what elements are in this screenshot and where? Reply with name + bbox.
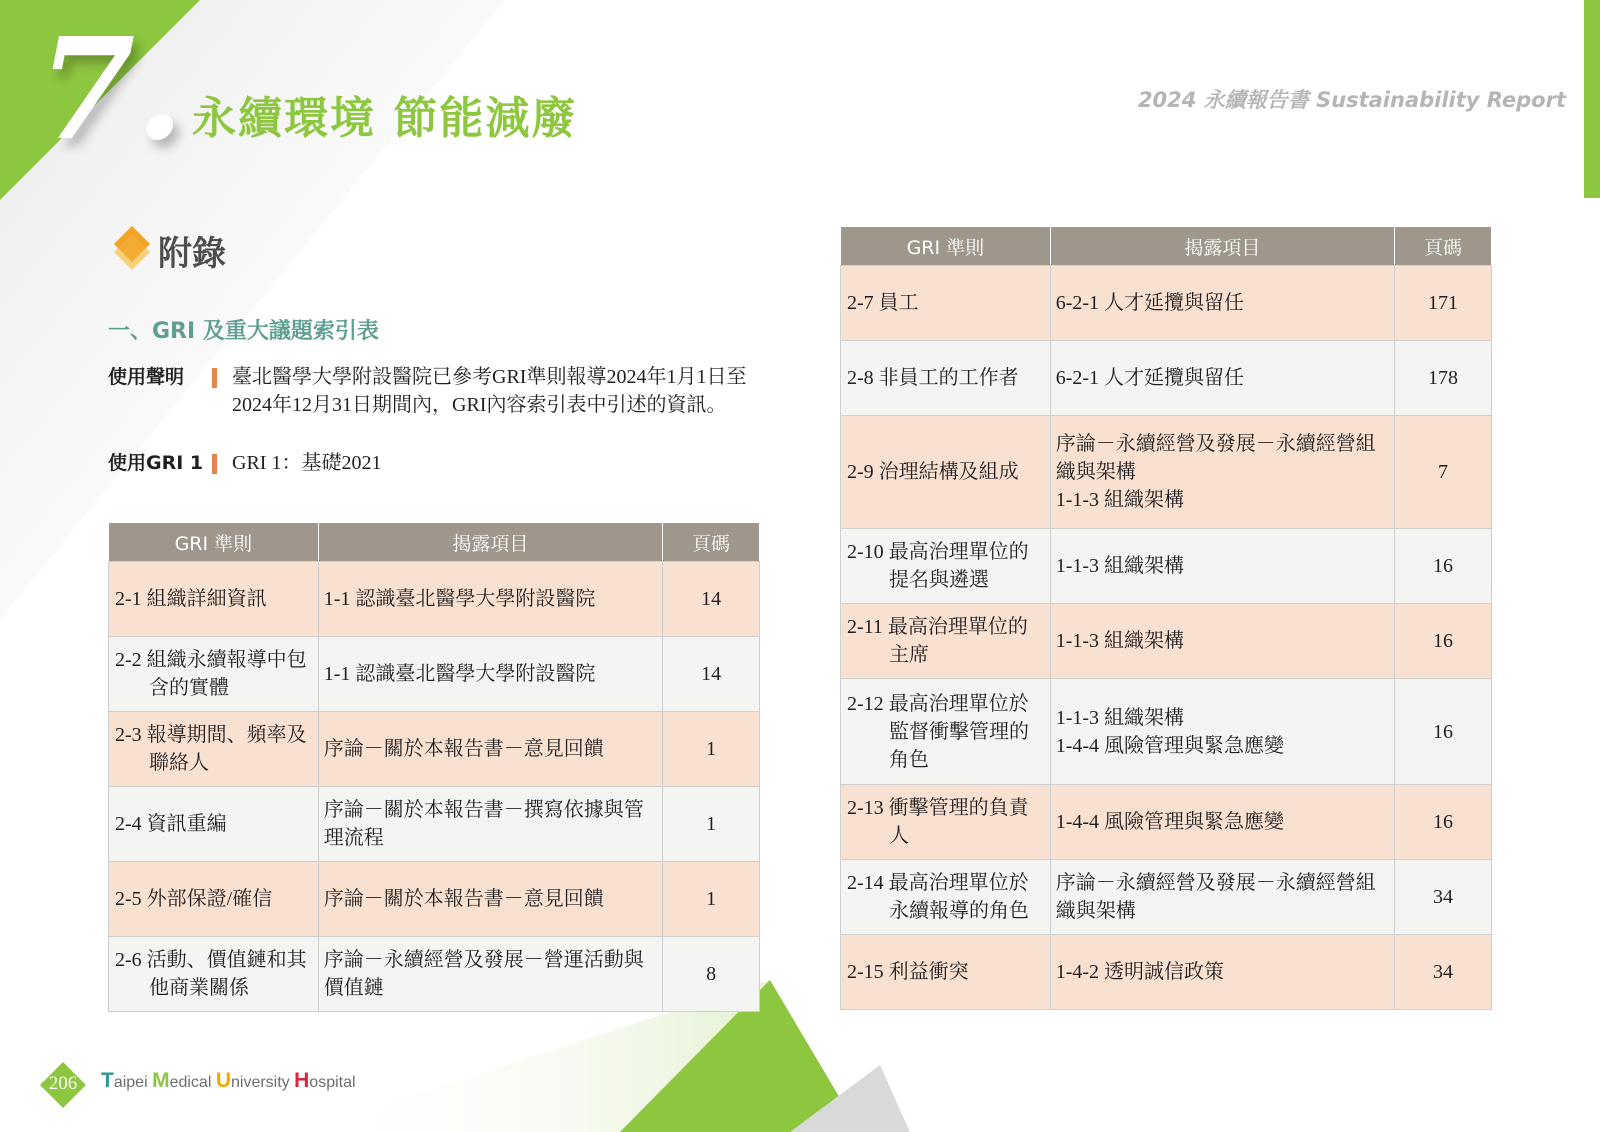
gri-name: 最高治理單位於永續報導的角色 — [888, 872, 1029, 922]
page-cell: 8 — [663, 937, 760, 1012]
hospital-word: aipei — [113, 1074, 153, 1091]
gri-code: 2-1 — [115, 588, 142, 610]
disclosure-cell — [318, 787, 662, 862]
disclosure-item: 序論－永續經營及發展－永續經營組織與架構 — [1055, 872, 1376, 922]
gri-cell — [841, 416, 1051, 529]
gri-name: 員工 — [878, 292, 919, 314]
gri-cell — [841, 935, 1051, 1010]
table-row — [109, 862, 760, 937]
table-row — [841, 935, 1492, 1010]
header-disclosure: 揭露項目 — [318, 523, 662, 562]
appendix-title: 附錄 — [158, 234, 226, 274]
disclosure-item: 1-4-4 風險管理與緊急應變 — [1055, 811, 1285, 833]
gri-name: 外部保證/確信 — [146, 888, 273, 910]
hospital-initial: T — [101, 1069, 114, 1092]
page-cell: 14 — [663, 562, 760, 637]
page-cell: 16 — [1395, 604, 1492, 679]
disclosure-cell — [318, 712, 662, 787]
hospital-word: edical — [169, 1074, 216, 1091]
disclosure-item: 1-1-3 組織架構 — [1055, 630, 1185, 652]
gri-index-table-left — [108, 522, 760, 1012]
gri-code: 2-6 — [115, 949, 142, 971]
gri-cell — [841, 860, 1051, 935]
table-row — [841, 416, 1492, 529]
gri-cell — [841, 529, 1051, 604]
disclosure-item: 6-2-1 人才延攬與留任 — [1055, 292, 1245, 314]
gri-name: 組織詳細資訊 — [146, 588, 267, 610]
disclosure-item: 1-1-3 組織架構 — [1055, 706, 1185, 729]
disclosure-cell — [1050, 341, 1394, 416]
disclosure-item: 1-1 認識臺北醫學大學附設醫院 — [323, 663, 596, 685]
header-page: 頁碼 — [1395, 227, 1492, 266]
gri-name: 報導期間、頻率及聯絡人 — [146, 724, 307, 774]
gri-code: 2-3 — [115, 724, 142, 746]
page-cell: 34 — [1395, 860, 1492, 935]
disclosure-cell — [1050, 416, 1394, 529]
hospital-logo-text — [101, 1069, 356, 1093]
gri-code: 2-5 — [115, 888, 142, 910]
page-cell: 16 — [1395, 679, 1492, 785]
gri-index-table-right — [840, 226, 1492, 1010]
gri-cell — [109, 937, 319, 1012]
gri-cell — [841, 785, 1051, 860]
disclosure-cell — [1050, 679, 1394, 785]
disclosure-item: 1-4-2 透明誠信政策 — [1055, 961, 1225, 983]
gri-name: 最高治理單位的提名與遴選 — [888, 541, 1029, 591]
gri-name: 活動、價值鏈和其他商業關係 — [146, 949, 307, 999]
section-title: 一、GRI 及重大議題索引表 — [108, 319, 379, 344]
gri-name: 非員工的工作者 — [878, 367, 1019, 389]
disclosure-item: 1-1-3 組織架構 — [1055, 489, 1185, 511]
page-cell: 16 — [1395, 529, 1492, 604]
orange-bar — [212, 454, 217, 474]
table-row — [841, 266, 1492, 341]
gri-name: 最高治理單位於監督衝擊管理的角色 — [888, 692, 1029, 771]
table-header-row — [109, 523, 760, 562]
disclosure-cell — [1050, 860, 1394, 935]
page-cell: 14 — [663, 637, 760, 712]
orange-bar — [212, 368, 217, 388]
gri-name: 衝擊管理的負責人 — [888, 797, 1029, 847]
gri-code: 2-11 — [847, 616, 883, 638]
table-row — [109, 562, 760, 637]
gri-name: 組織永續報導中包含的實體 — [146, 649, 307, 699]
disclosure-cell — [318, 862, 662, 937]
disclosure-item: 序論－永續經營及發展－營運活動與價值鏈 — [323, 949, 644, 999]
table-row — [841, 529, 1492, 604]
disclosure-item: 序論－永續經營及發展－永續經營組織與架構 — [1055, 433, 1376, 483]
table-row — [109, 787, 760, 862]
gri-cell — [109, 712, 319, 787]
table-header-row — [841, 227, 1492, 266]
gri-code: 2-10 — [847, 541, 884, 563]
diamond-icon — [110, 222, 154, 272]
usage-statement-label: 使用聲明 — [108, 366, 185, 388]
hospital-initial: U — [215, 1069, 231, 1092]
usage-statement-text: 臺北醫學大學附設醫院已參考GRI準則報導2024年1月1日至2024年12月31日期間內，GRI內容索引表中引述的資訊。 — [232, 366, 747, 416]
gri-cell — [841, 341, 1051, 416]
disclosure-item: 序論－關於本報告書－意見回饋 — [323, 888, 604, 910]
table-row — [841, 604, 1492, 679]
table-row — [109, 637, 760, 712]
page-cell: 7 — [1395, 416, 1492, 529]
gri-code: 2-4 — [115, 813, 142, 835]
hospital-initial: H — [294, 1069, 310, 1092]
disclosure-cell — [318, 937, 662, 1012]
gri-cell — [109, 562, 319, 637]
disclosure-cell — [318, 562, 662, 637]
gri-code: 2-14 — [847, 872, 884, 894]
page-cell: 1 — [663, 787, 760, 862]
disclosure-item: 6-2-1 人才延攬與留任 — [1055, 367, 1245, 389]
table-row — [841, 341, 1492, 416]
chapter-title: 永續環境 節能減廢 — [192, 93, 578, 144]
gri-usage-text: GRI 1：基礎2021 — [232, 452, 382, 474]
hospital-initial: M — [152, 1069, 170, 1092]
gri-cell — [109, 862, 319, 937]
header-gri-standard: GRI 準則 — [109, 523, 319, 562]
page-number: 206 — [48, 1073, 78, 1094]
gri-code: 2-12 — [847, 692, 884, 715]
header-disclosure: 揭露項目 — [1050, 227, 1394, 266]
gri-name: 最高治理單位的主席 — [887, 616, 1028, 666]
gri-name: 利益衝突 — [888, 961, 969, 983]
disclosure-item: 1-1-3 組織架構 — [1055, 555, 1185, 577]
report-title: 2024 永續報告書 Sustainability Report — [1137, 88, 1566, 112]
table-row — [109, 712, 760, 787]
disclosure-item: 1-4-4 風險管理與緊急應變 — [1055, 734, 1285, 757]
gri-cell — [841, 266, 1051, 341]
page-cell: 171 — [1395, 266, 1492, 341]
gri-usage-label: 使用GRI 1 — [108, 452, 204, 474]
table-row — [841, 679, 1492, 785]
page-cell: 178 — [1395, 341, 1492, 416]
gri-code: 2-15 — [847, 961, 884, 983]
table-row — [109, 937, 760, 1012]
disclosure-cell — [318, 637, 662, 712]
table-row — [841, 860, 1492, 935]
disclosure-cell — [1050, 935, 1394, 1010]
disclosure-item: 序論－關於本報告書－撰寫依據與管理流程 — [323, 799, 644, 849]
gri-code: 2-7 — [847, 292, 874, 314]
header-gri-standard: GRI 準則 — [841, 227, 1051, 266]
gri-code: 2-13 — [847, 797, 884, 819]
hospital-word: ospital — [309, 1074, 356, 1091]
disclosure-cell — [1050, 785, 1394, 860]
gri-code: 2-9 — [847, 461, 874, 483]
disclosure-cell — [1050, 529, 1394, 604]
gri-name: 資訊重編 — [146, 813, 227, 835]
gri-cell — [109, 637, 319, 712]
gri-cell — [841, 604, 1051, 679]
table-row — [841, 785, 1492, 860]
page-cell: 1 — [663, 712, 760, 787]
page-cell: 16 — [1395, 785, 1492, 860]
disclosure-item: 1-1 認識臺北醫學大學附設醫院 — [323, 588, 596, 610]
gri-cell — [109, 787, 319, 862]
gri-name: 治理結構及組成 — [878, 461, 1019, 483]
edge-tab — [1584, 0, 1600, 198]
chapter-number: 7. — [38, 8, 185, 172]
disclosure-item: 序論－關於本報告書－意見回饋 — [323, 738, 604, 760]
gri-code: 2-2 — [115, 649, 142, 671]
disclosure-cell — [1050, 604, 1394, 679]
gri-code: 2-8 — [847, 367, 874, 389]
hospital-word: niversity — [231, 1074, 295, 1091]
header-page: 頁碼 — [663, 523, 760, 562]
disclosure-cell — [1050, 266, 1394, 341]
gri-cell — [841, 679, 1051, 785]
page-cell: 34 — [1395, 935, 1492, 1010]
page-cell: 1 — [663, 862, 760, 937]
